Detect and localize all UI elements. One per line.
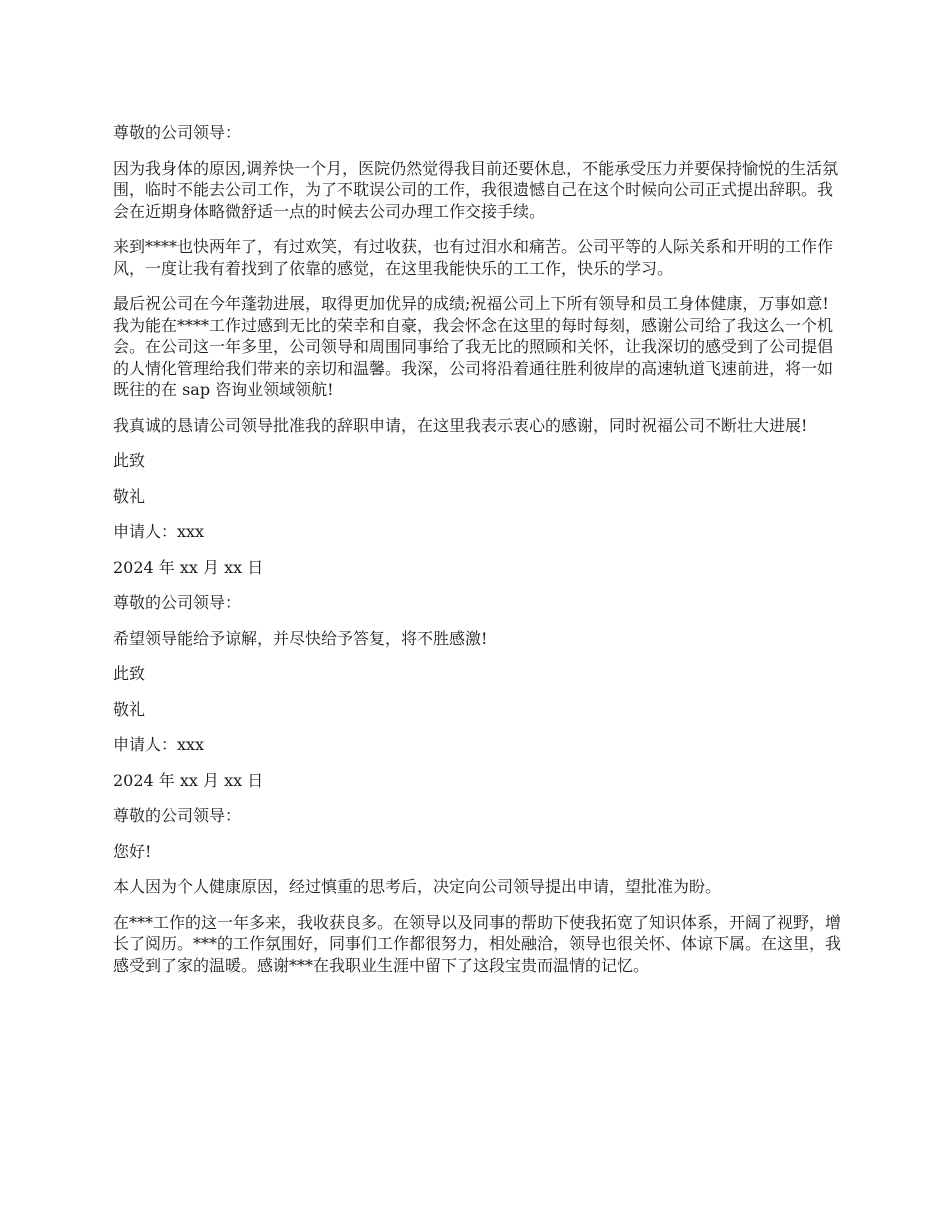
body-paragraph: 希望领导能给予谅解，并尽快给予答复，将不胜感激!	[113, 628, 488, 648]
document-page	[113, 122, 843, 990]
body-paragraph: 来到****也快两年了，有过欢笑，有过收获，也有过泪水和痛苦。公司平等的人际关系和开明的工作作风，一度让我有着找到了依靠的感觉，在这里我能快乐的工工作，快乐的学习。	[113, 237, 834, 278]
salutation: 尊敬的公司领导：	[113, 123, 242, 142]
salutation: 尊敬的公司领导：	[113, 806, 242, 825]
date-line: 2024 年 xx 月 xx 日	[113, 557, 264, 577]
closing-line: 敬礼	[113, 486, 146, 506]
closing-line: 敬礼	[113, 699, 146, 719]
date-line: 2024 年 xx 月 xx 日	[113, 770, 264, 790]
body-paragraph: 最后祝公司在今年蓬勃进展，取得更加优异的成绩;祝福公司上下所有领导和员工身体健康，万事如意!我为能在****工作过感到无比的荣幸和自豪，我会怀念在这里的每时每刻，感谢公司给了我这么一个机会。在公司这一年多里，公司领导和周围同事给了我无比的照顾和关怀，让我深切的感受到了公司提倡的人情化管理给我们带来的亲切和温馨。我深，公司将沿着通往胜利彼岸的高速轨道飞速前进，将一如既往的在 sap 咨询业领域领航!	[113, 294, 834, 399]
body-paragraph: 我真诚的恳请公司领导批准我的辞职申请，在这里我表示衷心的感谢，同时祝福公司不断壮大进展!	[113, 415, 808, 435]
salutation: 尊敬的公司领导：	[113, 593, 242, 612]
applicant-line: 申请人：xxx	[113, 522, 205, 541]
greeting-line: 您好!	[113, 841, 152, 861]
closing-line: 此致	[113, 664, 146, 683]
closing-line: 此致	[113, 451, 146, 470]
body-paragraph: 本人因为个人健康原因，经过慎重的思考后，决定向公司领导提出申请，望批准为盼。	[113, 877, 722, 896]
applicant-line: 申请人：xxx	[113, 735, 205, 754]
body-paragraph: 因为我身体的原因,调养快一个月，医院仍然觉得我目前还要休息，不能承受压力并要保持愉悦的生活氛围，临时不能去公司工作，为了不耽误公司的工作，我很遗憾自己在这个时候向公司正式提出辞职。我会在近期身体略微舒适一点的时候去公司办理工作交接手续。	[113, 158, 839, 221]
body-paragraph: 在***工作的这一年多来，我收获良多。在领导以及同事的帮助下使我拓宽了知识体系，开阔了视野，增长了阅历。***的工作氛围好，同事们工作都很努力，相处融洽，领导也很关怀、体谅下属。在这里，我感受到了家的温暖。感谢***在我职业生涯中留下了这段宝贵而温情的记忆。	[113, 912, 842, 975]
